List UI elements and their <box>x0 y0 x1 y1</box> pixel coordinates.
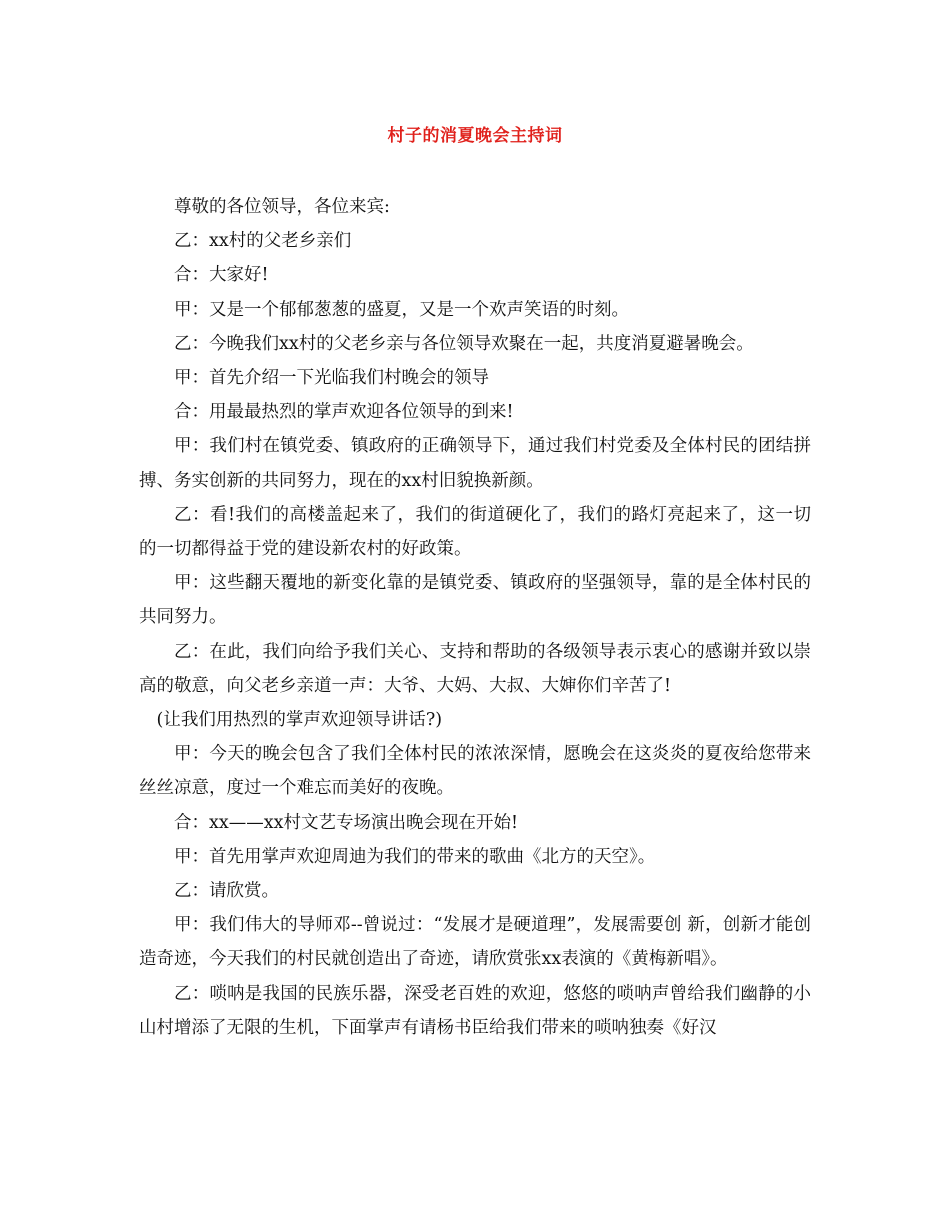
paragraph: 甲：我们伟大的导师邓--曾说过：“发展才是硬道理”，发展需要创 新，创新才能创造奇迹，今天我们的村民就创造出了奇迹，请欣赏张xx表演的《黄梅新唱》。 <box>139 915 811 970</box>
paragraph: 乙：看!我们的高楼盖起来了，我们的街道硬化了，我们的路灯亮起来了，这一切的一切都得益于党的建设新农村的好政策。 <box>139 504 811 560</box>
paragraph: 乙：今晚我们xx村的父老乡亲与各位领导欢聚在一起，共度消夏避暑晚会。 <box>174 333 754 354</box>
paragraph: 乙：唢呐是我国的民族乐器，深受老百姓的欢迎，悠悠的唢呐声曾给我们幽静的小山村增添了无限的生机，下面掌声有请杨书臣给我们带来的唢呐独奏《好汉 <box>139 983 811 1038</box>
paragraph: 甲：我们村在镇党委、镇政府的正确领导下，通过我们村党委及全体村民的团结拼搏、务实创新的共同努力，现在的xx村旧貌换新颜。 <box>139 436 811 491</box>
paragraph: 合：xx——xx村文艺专场演出晚会现在开始! <box>174 812 519 833</box>
paragraph: 甲：首先介绍一下光临我们村晚会的领导 <box>174 368 489 389</box>
paragraph: 乙：在此，我们向给予我们关心、支持和帮助的各级领导表示衷心的感谢并致以崇高的敬意，向父老乡亲道一声：大爷、大妈、大叔、大婶你们辛苦了! <box>139 641 811 696</box>
paragraph: 甲：首先用掌声欢迎周迪为我们的带来的歌曲《北方的天空》。 <box>174 846 656 867</box>
document-title: 村子的消夏晚会主持词 <box>387 126 563 146</box>
paragraph: 甲：又是一个郁郁葱葱的盛夏，又是一个欢声笑语的时刻。 <box>174 299 629 320</box>
paragraph: 合：用最最热烈的掌声欢迎各位领导的到来! <box>174 402 514 423</box>
paragraph: 合：大家好! <box>174 265 269 286</box>
paragraph: 尊敬的各位领导，各位来宾: <box>174 197 390 217</box>
paragraph: 甲：这些翻天覆地的新变化靠的是镇党委、镇政府的坚强领导，靠的是全体村民的共同努力。 <box>139 573 811 628</box>
paragraph: (让我们用热烈的掌声欢迎领导讲话?) <box>156 710 443 731</box>
paragraph: 甲：今天的晚会包含了我们全体村民的浓浓深情，愿晚会在这炎炎的夏夜给您带来丝丝凉意，度过一个难忘而美好的夜晚。 <box>139 744 811 799</box>
paragraph: 乙：请欣赏。 <box>174 881 279 902</box>
paragraph: 乙：xx村的父老乡亲们 <box>174 231 352 252</box>
document-body <box>139 190 811 1045</box>
